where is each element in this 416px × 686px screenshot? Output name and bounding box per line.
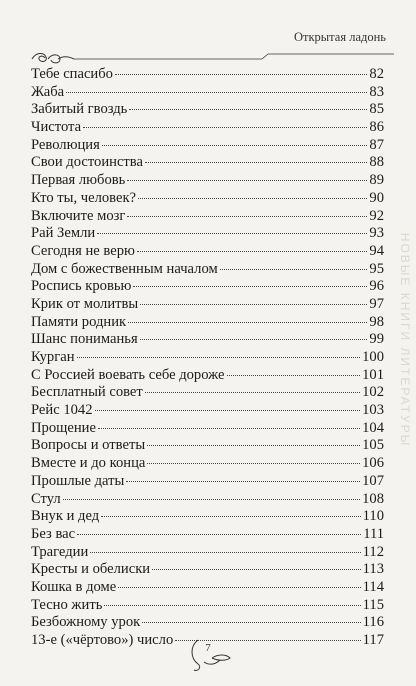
dot-leader (97, 233, 367, 234)
toc-entry-page: 106 (362, 455, 384, 472)
toc-entry-page: 94 (369, 242, 384, 259)
toc-entry-title: Вместе и до конца (31, 455, 146, 472)
toc-entry-page: 97 (369, 295, 384, 312)
toc-entry (31, 402, 384, 420)
toc-entry-title: Прощение (31, 419, 96, 436)
toc-entry-title: Бесплатный совет (31, 384, 143, 401)
table-of-contents (31, 66, 384, 650)
toc-entry (31, 455, 384, 473)
toc-entry (31, 367, 384, 385)
dot-leader (104, 605, 360, 606)
toc-entry (31, 526, 384, 544)
dot-leader (138, 198, 367, 199)
toc-entry (31, 491, 384, 509)
toc-entry (31, 243, 384, 261)
dot-leader (145, 392, 360, 393)
toc-entry (31, 101, 384, 119)
toc-entry-page: 112 (362, 543, 384, 560)
toc-entry-page: 108 (362, 490, 384, 507)
dot-leader (77, 357, 361, 358)
dot-leader (90, 552, 360, 553)
dot-leader (95, 410, 361, 411)
toc-entry-title: Рейс 1042 (31, 402, 93, 419)
toc-entry-title: Безбожному урок (31, 614, 141, 631)
toc-entry-title: Вопросы и ответы (31, 437, 146, 454)
toc-entry-page: 117 (362, 632, 384, 648)
dot-leader (66, 92, 367, 93)
dot-leader (128, 322, 367, 323)
toc-entry-page: 87 (369, 136, 384, 153)
toc-entry-page: 113 (362, 561, 384, 578)
dot-leader (129, 109, 367, 110)
page-header (30, 26, 396, 56)
page-number: 7 (205, 642, 211, 654)
dot-leader (101, 516, 360, 517)
toc-entry-title: Кто ты, человек? (31, 189, 137, 206)
toc-entry-page: 116 (362, 614, 384, 631)
toc-entry (31, 614, 384, 632)
toc-entry-page: 111 (363, 525, 384, 542)
toc-entry (31, 84, 384, 102)
toc-entry (31, 420, 384, 438)
toc-entry (31, 225, 384, 243)
toc-entry-title: Прошлые даты (31, 472, 125, 489)
toc-entry (31, 561, 384, 579)
toc-entry-title: Памяти родник (31, 313, 127, 330)
toc-entry-title: Тебе спасибо (31, 66, 113, 82)
dot-leader (126, 481, 360, 482)
toc-entry-page: 96 (369, 278, 384, 295)
toc-entry (31, 137, 384, 155)
toc-entry-title: Первая любовь (31, 172, 126, 189)
toc-entry-page: 98 (369, 313, 384, 330)
toc-entry-title: Кошка в доме (31, 578, 117, 595)
dot-leader (127, 216, 367, 217)
toc-entry (31, 261, 384, 279)
dot-leader (152, 569, 361, 570)
toc-entry-page: 102 (362, 384, 384, 401)
toc-entry-title: Забитый гвоздь (31, 101, 128, 118)
toc-entry (31, 66, 384, 84)
toc-entry (31, 172, 384, 190)
toc-entry-page: 88 (369, 154, 384, 171)
toc-entry-page: 83 (369, 83, 384, 100)
dot-leader (102, 145, 368, 146)
toc-entry (31, 119, 384, 137)
toc-entry (31, 314, 384, 332)
dot-leader (145, 162, 367, 163)
running-title: Открытая ладонь (293, 30, 386, 44)
toc-entry-page: 92 (369, 207, 384, 224)
toc-entry-page: 103 (362, 402, 384, 419)
toc-entry-title: Включите мозг (31, 207, 126, 224)
toc-entry-title: Трагедии (31, 543, 89, 560)
toc-entry-page: 90 (369, 189, 384, 206)
toc-entry-page: 114 (362, 578, 384, 595)
dot-leader (98, 428, 360, 429)
toc-entry-page: 100 (362, 349, 384, 365)
toc-entry-page: 89 (369, 172, 384, 189)
toc-entry-title: Курган (31, 349, 75, 365)
dot-leader (127, 180, 367, 181)
dot-leader (227, 375, 361, 376)
toc-entry-title: Рай Земли (31, 225, 96, 242)
toc-entry-title: 13-е («чёртово») число (31, 632, 174, 648)
dot-leader (63, 499, 360, 500)
toc-entry (31, 473, 384, 491)
dot-leader (142, 622, 360, 623)
toc-entry-page: 99 (369, 331, 384, 348)
dot-leader (118, 587, 360, 588)
toc-entry-page: 93 (369, 225, 384, 242)
toc-entry-title: Шанс пониманья (31, 331, 138, 348)
dot-leader (133, 286, 367, 287)
dot-leader (115, 74, 367, 75)
toc-entry-title: Революция (31, 136, 100, 153)
toc-entry-title: Внук и дед (31, 508, 100, 525)
toc-entry-title: Жаба (31, 83, 65, 100)
dot-leader (147, 463, 360, 464)
toc-entry-title: Сегодня не верю (31, 242, 135, 259)
dot-leader (147, 445, 360, 446)
side-watermark (394, 60, 416, 620)
dot-leader (137, 251, 368, 252)
toc-entry (31, 597, 384, 615)
toc-entry-page: 101 (362, 366, 384, 383)
toc-entry (31, 349, 384, 367)
toc-entry-title: Стул (31, 490, 61, 507)
dot-leader (140, 339, 368, 340)
toc-entry (31, 384, 384, 402)
toc-entry-page: 82 (369, 66, 384, 82)
toc-entry-page: 86 (369, 119, 384, 136)
toc-entry-page: 104 (362, 419, 384, 436)
toc-entry-title: Роспись кровью (31, 278, 132, 295)
page-footer (0, 636, 416, 676)
toc-entry (31, 190, 384, 208)
dot-leader (140, 304, 367, 305)
dot-leader (83, 127, 367, 128)
toc-entry (31, 508, 384, 526)
toc-entry (31, 544, 384, 562)
dot-leader (77, 534, 361, 535)
watermark-text: НОВЫЕ КНИГИ ЛИТЕРАТУРЫ (398, 232, 412, 448)
toc-entry (31, 154, 384, 172)
toc-entry-title: С Россией воевать себе дороже (31, 366, 225, 383)
toc-entry (31, 437, 384, 455)
dot-leader (220, 269, 368, 270)
toc-entry-title: Чистота (31, 119, 82, 136)
toc-entry-title: Без вас (31, 525, 76, 542)
toc-entry-page: 107 (362, 472, 384, 489)
toc-entry-title: Крик от молитвы (31, 295, 139, 312)
toc-entry-title: Дом с божественным началом (31, 260, 218, 277)
toc-entry-page: 105 (362, 437, 384, 454)
toc-entry-page: 95 (369, 260, 384, 277)
toc-entry-page: 85 (369, 101, 384, 118)
toc-entry-title: Кресты и обелиски (31, 561, 151, 578)
toc-entry-page: 115 (362, 596, 384, 613)
toc-entry-title: Тесно жить (31, 596, 103, 613)
toc-entry (31, 579, 384, 597)
toc-entry-title: Свои достоинства (31, 154, 143, 171)
toc-entry (31, 208, 384, 226)
toc-entry (31, 278, 384, 296)
toc-entry-page: 110 (362, 508, 384, 525)
toc-entry (31, 331, 384, 349)
toc-entry (31, 296, 384, 314)
